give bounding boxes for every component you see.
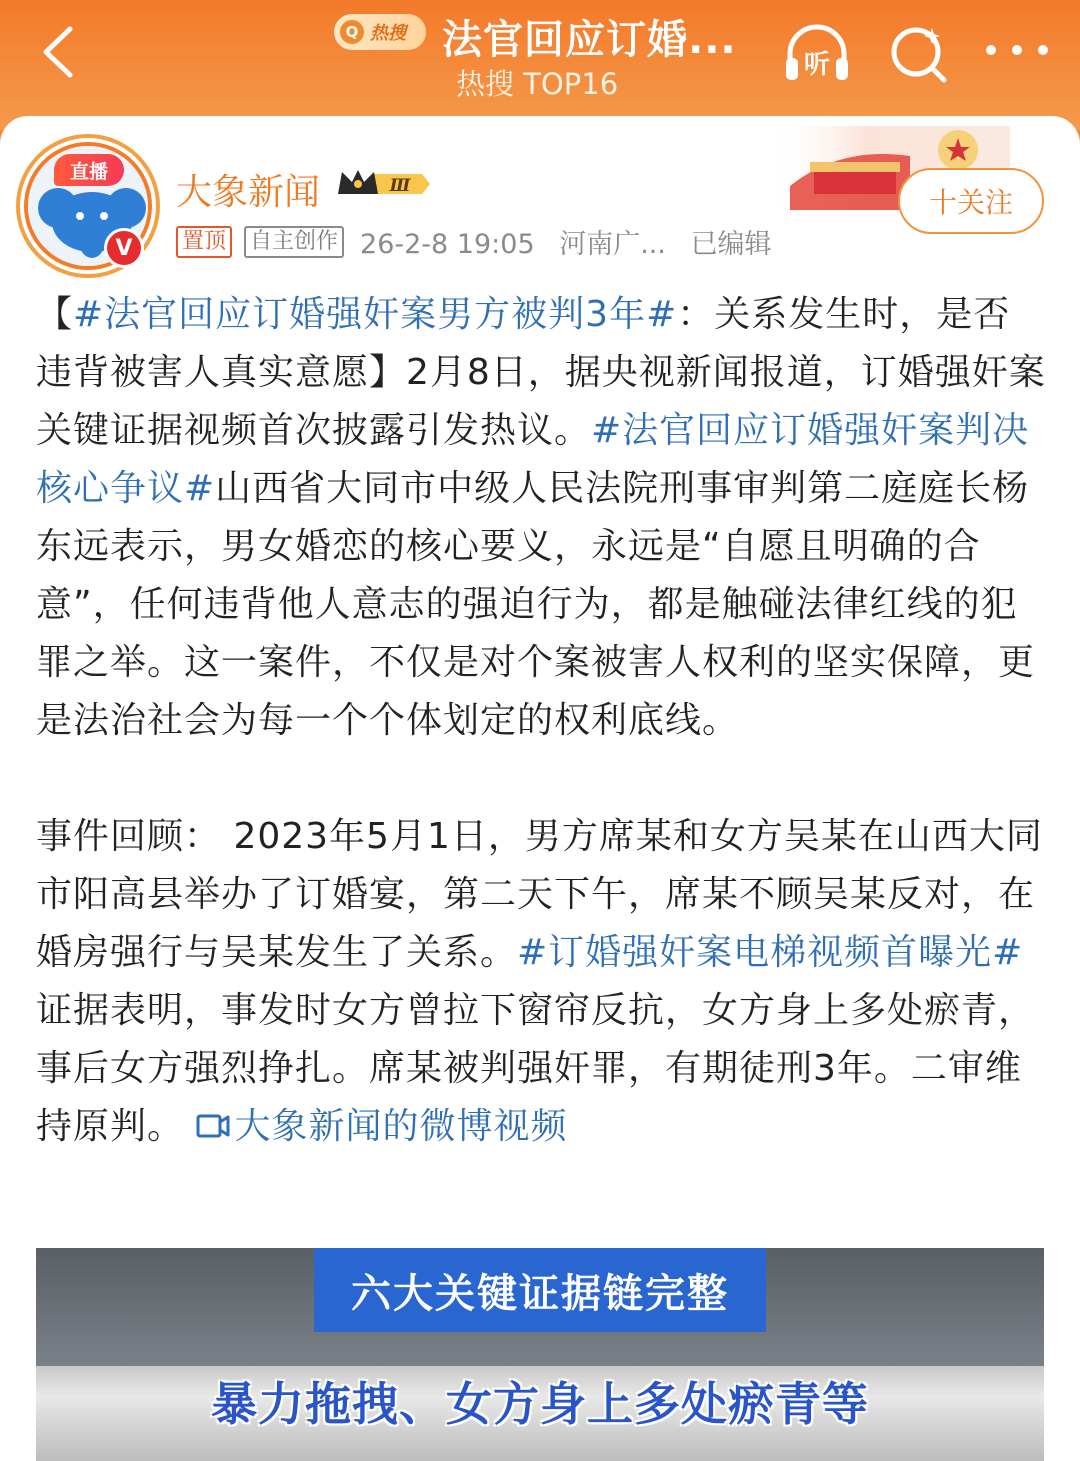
video-thumbnail[interactable]: [36, 1248, 1044, 1461]
paragraph-gap: [36, 750, 1046, 808]
more-button[interactable]: [986, 30, 1048, 70]
hashtag-link-2[interactable]: #法官回应订婚强奸案判决核心争议#: [36, 410, 1030, 509]
post-text-1: ：关系发生时，是否违背被害人真实意愿】2月8日，据央视新闻报道，订婚强奸案关键证据视频首次披露引发热议。: [36, 294, 1046, 451]
dot-icon: [986, 45, 996, 55]
video-title-banner: 六大关键证据链完整: [314, 1248, 766, 1332]
hot-search-tag: [334, 14, 426, 50]
post-paragraph-2: [36, 808, 1046, 1156]
post-timestamp: 26-2-8 19:05: [360, 229, 535, 260]
hot-tag-label: 热搜: [370, 23, 406, 44]
post-paragraph-1: [36, 286, 1046, 750]
verified-badge: V: [104, 228, 144, 268]
post-text-3: 事件回顾： 2023年5月1日，男方席某和女方吴某在山西大同市阳高县举办了订婚宴，第二天下午，席某不顾吴某反对，在婚房强行与吴某发生了关系。: [36, 816, 1043, 973]
headphones-icon: [782, 18, 852, 88]
top-header: [0, 0, 1080, 130]
post-source[interactable]: 河南广...: [559, 229, 666, 260]
video-subtitle: 暴力拖拽、女方身上多处瘀青等: [211, 1377, 869, 1431]
post-text-2: 山西省大同市中级人民法院刑事审判第二庭庭长杨东远表示，男女婚恋的核心要义，永远是“自愿且明确的合意”，任何违背他人意志的强迫行为，都是触碰法律红线的犯罪之举。这一案件，不仅是对个案被害人权利的坚实保障，更是法治社会为每一个个体划定的权利底线。: [36, 468, 1036, 741]
listen-button[interactable]: [782, 18, 852, 88]
bracket-open: 【: [36, 294, 74, 335]
author-name[interactable]: 大象新闻: [176, 172, 321, 213]
original-tag: 自主创作: [244, 226, 344, 258]
post-body: [36, 286, 1046, 1156]
search-mini-icon: Q: [340, 20, 364, 44]
member-level: Ⅲ: [389, 176, 411, 196]
video-link[interactable]: [196, 1106, 567, 1147]
video-link-label: 大象新闻的微博视频: [234, 1106, 568, 1147]
hashtag-link-1[interactable]: #法官回应订婚强奸案男方被判3年#: [73, 294, 678, 335]
dot-icon: [1012, 45, 1022, 55]
follow-button[interactable]: 十关注: [898, 168, 1044, 234]
dot-icon: [1038, 45, 1048, 55]
post-text-4: 证据表明，事发时女方曾拉下窗帘反抗，女方身上多处瘀青，事后女方强烈挣扎。席某被判强奸罪，有期徒刑3年。二审维持原判。: [36, 990, 1036, 1147]
hashtag-link-3[interactable]: #订婚强奸案电梯视频首曝光#: [517, 932, 1024, 973]
post-meta-row: [176, 222, 788, 261]
back-button[interactable]: [28, 22, 88, 82]
search-button[interactable]: [886, 20, 952, 86]
post-meta: [360, 222, 788, 261]
live-badge: 直播: [54, 154, 124, 186]
page-title: 法官回应订婚...: [442, 17, 737, 63]
listen-label: 听: [803, 50, 831, 80]
crown-icon: [334, 166, 434, 202]
search-icon: [886, 20, 952, 86]
page-subtitle: 热搜 TOP16: [456, 67, 619, 101]
chevron-left-icon: [40, 25, 76, 79]
video-icon: [196, 1111, 230, 1141]
edited-label[interactable]: 已编辑: [690, 229, 772, 260]
pinned-tag: 置顶: [176, 226, 232, 258]
post-card: [0, 116, 1080, 1461]
member-level-badge[interactable]: [334, 166, 434, 202]
